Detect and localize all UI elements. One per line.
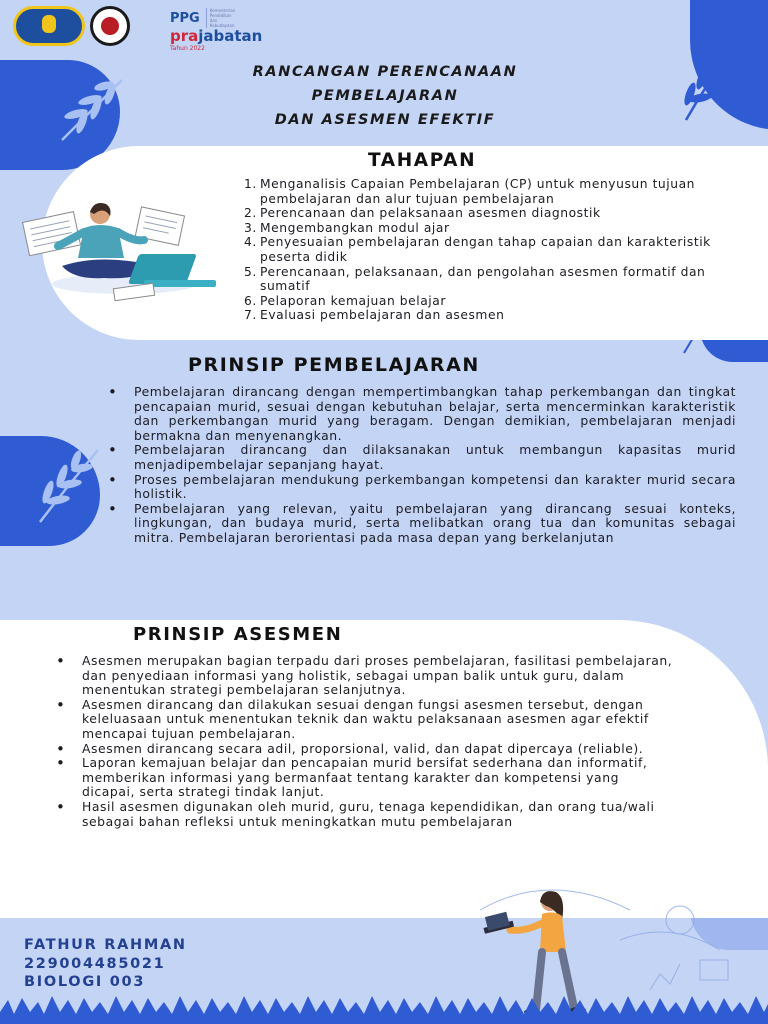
list-item: • Laporan kemajuan belajar dan pencapaian murid bersifat sederhana dan informatif, memberikan informasi yang bermanfaat tentang karakter dan kompetensi yang dicapai, serta strategi tindak lanjut. [56, 756, 676, 800]
step-text: Perencanaan dan pelaksanaan asesmen diagnostik [260, 206, 601, 221]
unm-logo [90, 6, 130, 46]
program-name-pra: pra [170, 27, 199, 45]
page-title-line-3: DAN ASESMEN EFEKTIF [274, 112, 496, 128]
leaf-decoration-top-right-icon [676, 40, 746, 130]
author-class: BIOLOGI 003 [24, 974, 146, 990]
prinsip-asesmen-list [56, 654, 676, 829]
student-reading-illustration [14, 196, 240, 306]
list-item [244, 235, 744, 264]
ppg-tagline: Kementerian Pendidikan dan Kebudayaan [206, 8, 236, 28]
page-title-line-2: PEMBELAJARAN [311, 88, 459, 104]
list-item: • Pembelajaran dirancang dengan mempertimbangkan tahap perkembangan dan tingkat pencapaian murid, sesuai dengan kebutuhan belajar, serta mencerminkan karakteristik dan perkembangan murid yang beragam. Dengan demikian, pembelajaran menjadi bermakna dan menyenangkan. [108, 385, 736, 443]
author-name: FATHUR RAHMAN [24, 937, 187, 953]
step-text: Mengembangkan modul ajar [260, 220, 450, 235]
page-title-line-1: RANCANGAN PERENCANAAN [252, 64, 518, 80]
list-item: • Asesmen dirancang dan dilakukan sesuai dengan fungsi asesmen tersebut, dengan keleluasaan untuk menentukan teknik dan waktu pelaksanaan asesmen agar efektif mencapai tujuan pembelajaran. [56, 698, 676, 742]
step-text: Penyesuaian pembelajaran dengan tahap capaian dan karakteristik peserta didik [260, 235, 711, 264]
step-number: 6. [244, 293, 257, 308]
ppg-title: PPG [170, 10, 200, 26]
list-item [244, 265, 744, 294]
prinsip-pembelajaran-heading: PRINSIP PEMBELAJARAN [188, 354, 480, 376]
step-number: 3. [244, 220, 257, 235]
step-number: 2. [244, 206, 257, 221]
list-item: • Pembelajaran dirancang dan dilaksanakan untuk membangun kapasitas murid menjadipembelajar sepanjang hayat. [108, 443, 736, 472]
ppg-prajabatan-logo [170, 8, 262, 52]
grass-decoration [0, 994, 768, 1024]
prinsip-asesmen-heading: PRINSIP ASESMEN [133, 624, 343, 645]
step-text: Perencanaan, pelaksanaan, dan pengolahan asesmen formatif dan sumatif [260, 264, 706, 294]
list-item [244, 206, 744, 221]
list-item [244, 294, 744, 309]
tahapan-heading: TAHAPAN [368, 150, 477, 171]
program-year: Tahun 2022 [170, 45, 205, 52]
list-item: • Asesmen dirancang secara adil, proporsional, valid, dan dapat dipercaya (reliable). [56, 742, 676, 757]
list-item [244, 177, 744, 206]
list-item [244, 221, 744, 236]
author-info [24, 936, 187, 992]
list-item: • Hasil asesmen digunakan oleh murid, guru, tenaga kependidikan, dan orang tua/wali sebagai bahan refleksi untuk meningkatkan mutu pembelajaran [56, 800, 676, 829]
kemendikbud-logo [13, 6, 85, 46]
list-item: • Proses pembelajaran mendukung perkembangan kompetensi dan karakter murid secara holistik. [108, 473, 736, 502]
list-item: • Asesmen merupakan bagian terpadu dari proses pembelajaran, fasilitasi pembelajaran, dan penyediaan informasi yang holistik, sebagai umpan balik untuk guru, dalam menentukan strategi pembelajaran selanjutnya. [56, 654, 676, 698]
step-number: 5. [244, 264, 257, 279]
step-number: 7. [244, 308, 257, 323]
page-title [130, 60, 640, 132]
prinsip-pembelajaran-list [108, 385, 736, 546]
program-name-rest: jabatan [198, 27, 263, 45]
leaf-decoration-left-icon [32, 440, 112, 530]
tahapan-steps-list [244, 177, 744, 323]
list-item: • Pembelajaran yang relevan, yaitu pembelajaran yang dirancang sesuai konteks, lingkungan, dan budaya murid, serta melibatkan orang tua dan komunitas sebagai mitra. Pembelajaran berorientasi pada masa depan yang berkelanjutan [108, 502, 736, 546]
list-item [244, 308, 744, 323]
author-nim: 22900448502​1 [24, 955, 166, 972]
step-number: 4. [244, 235, 257, 250]
step-text: Pelaporan kemajuan belajar [260, 293, 446, 308]
step-text: Menganalisis Capaian Pembelajaran (CP) untuk menyusun tujuan pembelajaran dan alur tujuan pembelajaran [260, 177, 696, 206]
step-number: 1. [244, 177, 257, 191]
program-name [170, 28, 262, 44]
step-text: Evaluasi pembelajaran dan asesmen [260, 308, 505, 323]
leaf-decoration-top-left-icon [52, 70, 132, 150]
